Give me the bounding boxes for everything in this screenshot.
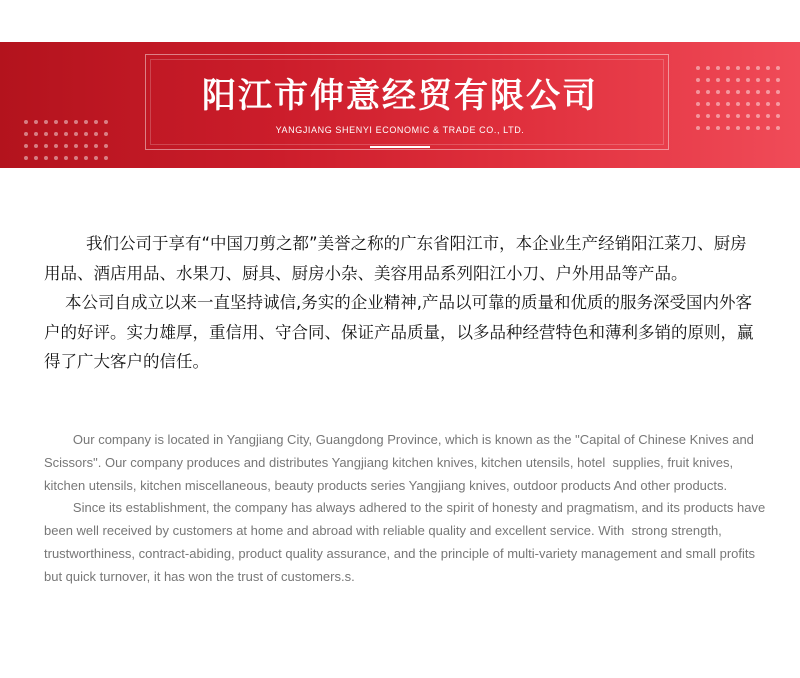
english-intro (44, 429, 769, 589)
decorative-dot (44, 144, 48, 148)
title-underline (370, 146, 430, 148)
decorative-dot (766, 66, 770, 70)
decorative-dot (24, 156, 28, 160)
company-name-english: YANGJIANG SHENYI ECONOMIC & TRADE CO., LTD. (275, 125, 525, 135)
decorative-dot (34, 144, 38, 148)
chinese-paragraph-1: 我们公司于享有“中国刀剪之都”美誉之称的广东省阳江市，本企业生产经销阳江菜刀、厨房用品、酒店用品、水果刀、厨具、厨房小杂、美容用品系列阳江小刀、户外用品等产品。 (44, 234, 747, 283)
decorative-dot (706, 66, 710, 70)
chinese-paragraph-2: 本公司自成立以来一直坚持诚信,务实的企业精神,产品以可靠的质量和优质的服务深受国内外客户的好评。实力雄厚，重信用、守合同、保证产品质量，以多品种经营特色和薄利多销的原则，赢得了广大客户的信任。 (44, 293, 754, 371)
decorative-dot (24, 144, 28, 148)
company-name-title: 阳江市伸意经贸有限公司 (202, 76, 598, 116)
decorative-dot (74, 144, 78, 148)
decorative-dot (104, 156, 108, 160)
decorative-dot (34, 156, 38, 160)
chinese-intro (44, 229, 760, 377)
decorative-dot (94, 156, 98, 160)
decorative-dot (54, 144, 58, 148)
decorative-dot (94, 144, 98, 148)
decorative-dot (64, 144, 68, 148)
decorative-dot (84, 156, 88, 160)
decorative-dot (84, 144, 88, 148)
decorative-dot (696, 66, 700, 70)
english-paragraph-2: Since its establishment, the company has always adhered to the spirit of honesty and pragmatism, and its products have been well received by customers at home and abroad with reliable quality and excellent service. With strong strength, trustworthiness, contract-abiding, product quality assurance, and the principle of multi-variety management and small profits but quick turnover, it has won the trust of customers.s. (44, 500, 769, 584)
decorative-dot (716, 66, 720, 70)
decorative-dot (756, 66, 760, 70)
decorative-dot (776, 66, 780, 70)
decorative-dot (74, 156, 78, 160)
english-paragraph-1: Our company is located in Yangjiang City, Guangdong Province, which is known as the "Capital of Chinese Knives and Scissors". Our company produces and distributes Yangjiang kitchen knives, kitchen utensils, hotel supplies, fruit knives, kitchen utensils, kitchen miscellaneous, beauty products series Yangjiang knives, outdoor products And other products. (44, 432, 758, 493)
decorative-dot (104, 144, 108, 148)
decorative-dot (746, 66, 750, 70)
decorative-dot (64, 156, 68, 160)
decorative-dot (54, 156, 58, 160)
decorative-dot (726, 66, 730, 70)
company-banner (0, 42, 800, 168)
decorative-dot (736, 66, 740, 70)
decorative-dot (44, 156, 48, 160)
